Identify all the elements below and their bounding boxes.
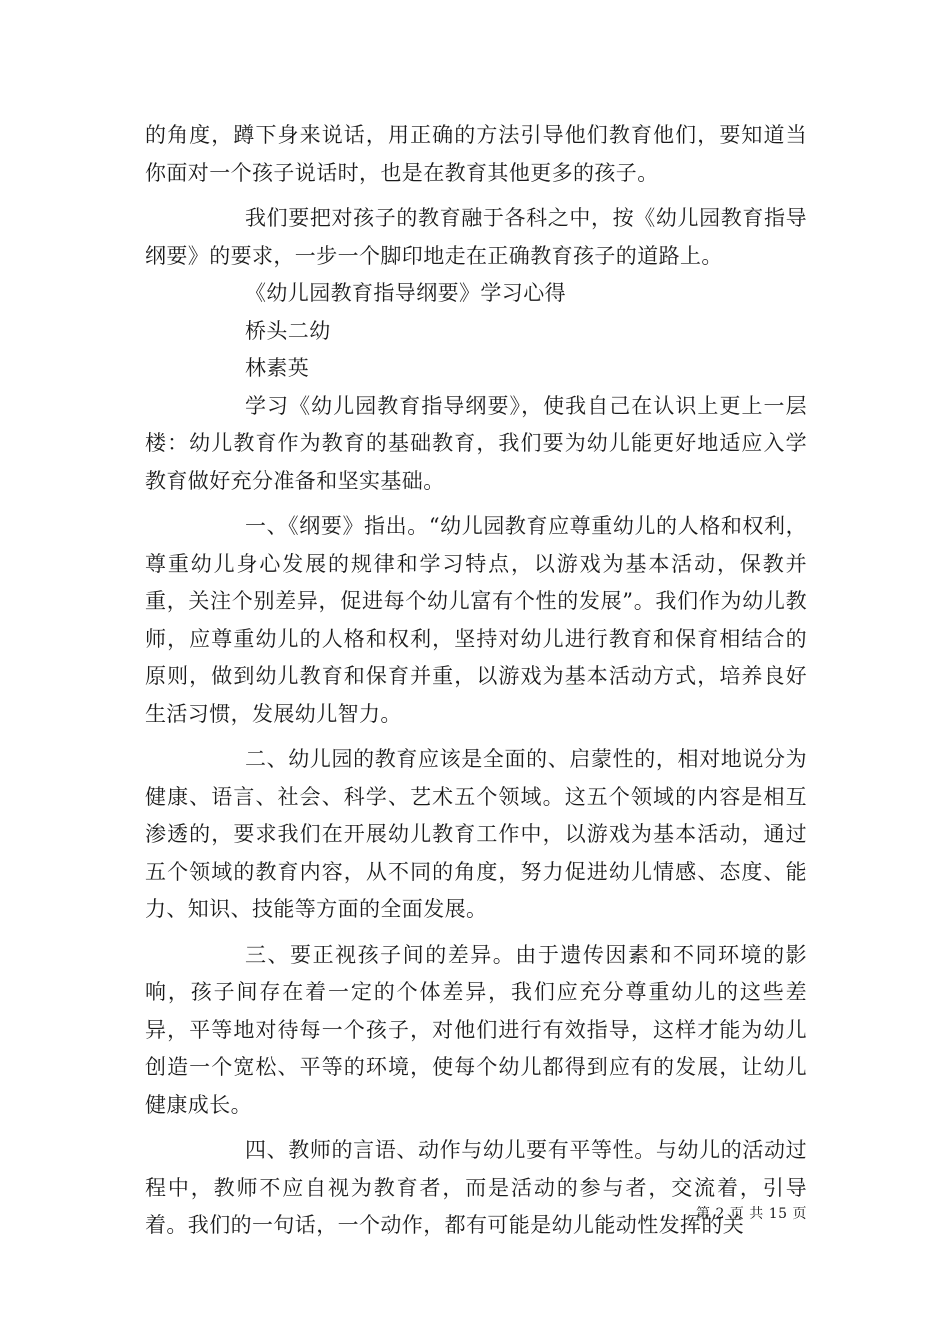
paragraph-point-4: 四、教师的言语、动作与幼儿要有平等性。与幼儿的活动过程中，教师不应自视为教育者，而是活动的参与者，交流着，引导着。我们的一句话，一个动作，都有可能是幼儿能动性发挥的关 [145,1138,807,1237]
paragraph-point-3: 三、要正视孩子间的差异。由于遗传因素和不同环境的影响，孩子间存在着一定的个体差异，我们应充分尊重幼儿的这些差异，平等地对待每一个孩子，对他们进行有效指导，这样才能为幼儿创造一个宽松、平等的环境，使每个幼儿都得到应有的发展，让幼儿健康成长。 [145,942,807,1117]
page-number: 第 2 页 共 15 页 [696,1206,807,1222]
article-title: 《幼儿园教育指导纲要》学习心得 [245,281,566,305]
article-school: 桥头二幼 [245,318,331,343]
paragraph-intro: 学习《幼儿园教育指导纲要》，使我自己在认识上更上一层楼：幼儿教育作为教育的基础教育，我们要为幼儿能更好地适应入学教育做好充分准备和坚实基础。 [145,393,807,493]
paragraph-point-1: 一、《纲要》指出。“幼儿园教育应尊重幼儿的人格和权利，尊重幼儿身心发展的规律和学习特点，以游戏为基本活动，保教并重，关注个别差异，促进每个幼儿富有个性的发展”。我们作为幼儿教师，应尊重幼儿的人格和权利，坚持对幼儿进行教育和保育相结合的原则，做到幼儿教育和保育并重，以游戏为基本活动方式，培养良好生活习惯，发展幼儿智力。 [145,514,807,726]
article-author: 林素英 [245,356,310,380]
document-body [145,117,807,1245]
paragraph-conclusion: 我们要把对孩子的教育融于各科之中，按《幼儿园教育指导纲要》的要求，一步一个脚印地走在正确教育孩子的道路上。 [145,206,807,268]
paragraph-continuation: 的角度，蹲下身来说话，用正确的方法引导他们教育他们，要知道当你面对一个孩子说话时，也是在教育其他更多的孩子。 [145,123,807,185]
paragraph-point-2: 二、幼儿园的教育应该是全面的、启蒙性的，相对地说分为健康、语言、社会、科学、艺术五个领域。这五个领域的内容是相互渗透的，要求我们在开展幼儿教育工作中，以游戏为基本活动，通过五个领域的教育内容，从不同的角度，努力促进幼儿情感、态度、能力、知识、技能等方面的全面发展。 [145,747,807,921]
